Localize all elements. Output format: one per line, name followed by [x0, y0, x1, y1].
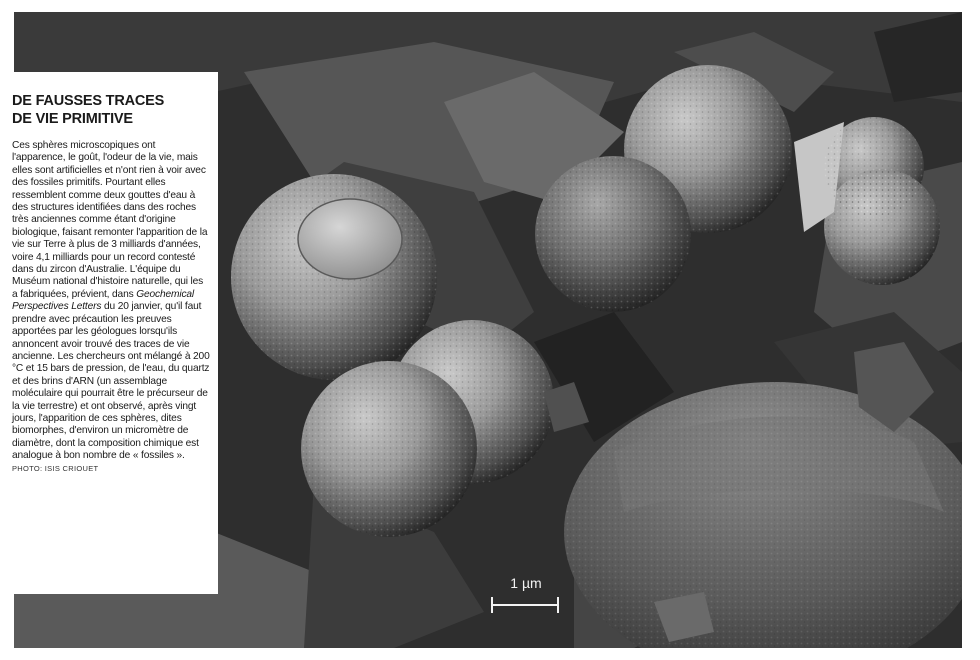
article-box [0, 72, 218, 594]
scale-bar [490, 575, 562, 625]
headline-line-2: DE VIE PRIMITIVE [12, 111, 133, 127]
scale-bar-label: 1 µm [510, 575, 542, 591]
headline-line-1: DE FAUSSES TRACES [12, 93, 165, 109]
article-headline [12, 92, 210, 128]
scale-bar-line [492, 604, 558, 606]
journal-name: Geochemical Perspectives Letters [12, 288, 195, 313]
article-body-part-2: du 20 janvier, qu'il faut prendre avec précaution les preuves apportées par les géologues lorsqu'ils annoncent avoir trouvé des traces de vie ancienne. Les chercheurs ont mélangé à 200 °C et 15 bars de pression, de l'eau, du quartz et des brins d'ARN (un assemblage moléculaire qui pourrait être le précurseur de la vie terrestre) et ont observé, après vingt jours, l'apparition de ces sphères, dites biomorphes, d'environ un micromètre de diamètre, dont la composition chimique est analogue à bon nombre de « fossiles ». [12, 301, 210, 462]
scale-bar-tick-left [491, 597, 493, 613]
article-body-part-1: Ces sphères microscopiques ont l'apparence, le goût, l'odeur de la vie, mais elles sont artificielles et n'ont rien à voir avec des fossiles primitifs. Pourtant elles ressemblent comme deux gouttes d'eau à des structures identifiées dans des roches très anciennes comme étant d'origine biologique, faisant remonter l'apparition de la vie sur Terre à plus de 3 milliards d'années, voire 4,1 milliards pour un record contesté dans du zircon d'Australie. L'équipe du Muséum national d'histoire naturelle, qui les a fabriquées, prévient, dans [12, 140, 208, 300]
photo-credit: PHOTO: ISIS CRIOUET [12, 463, 99, 473]
scale-bar-tick-right [557, 597, 559, 613]
article-body [12, 140, 210, 475]
